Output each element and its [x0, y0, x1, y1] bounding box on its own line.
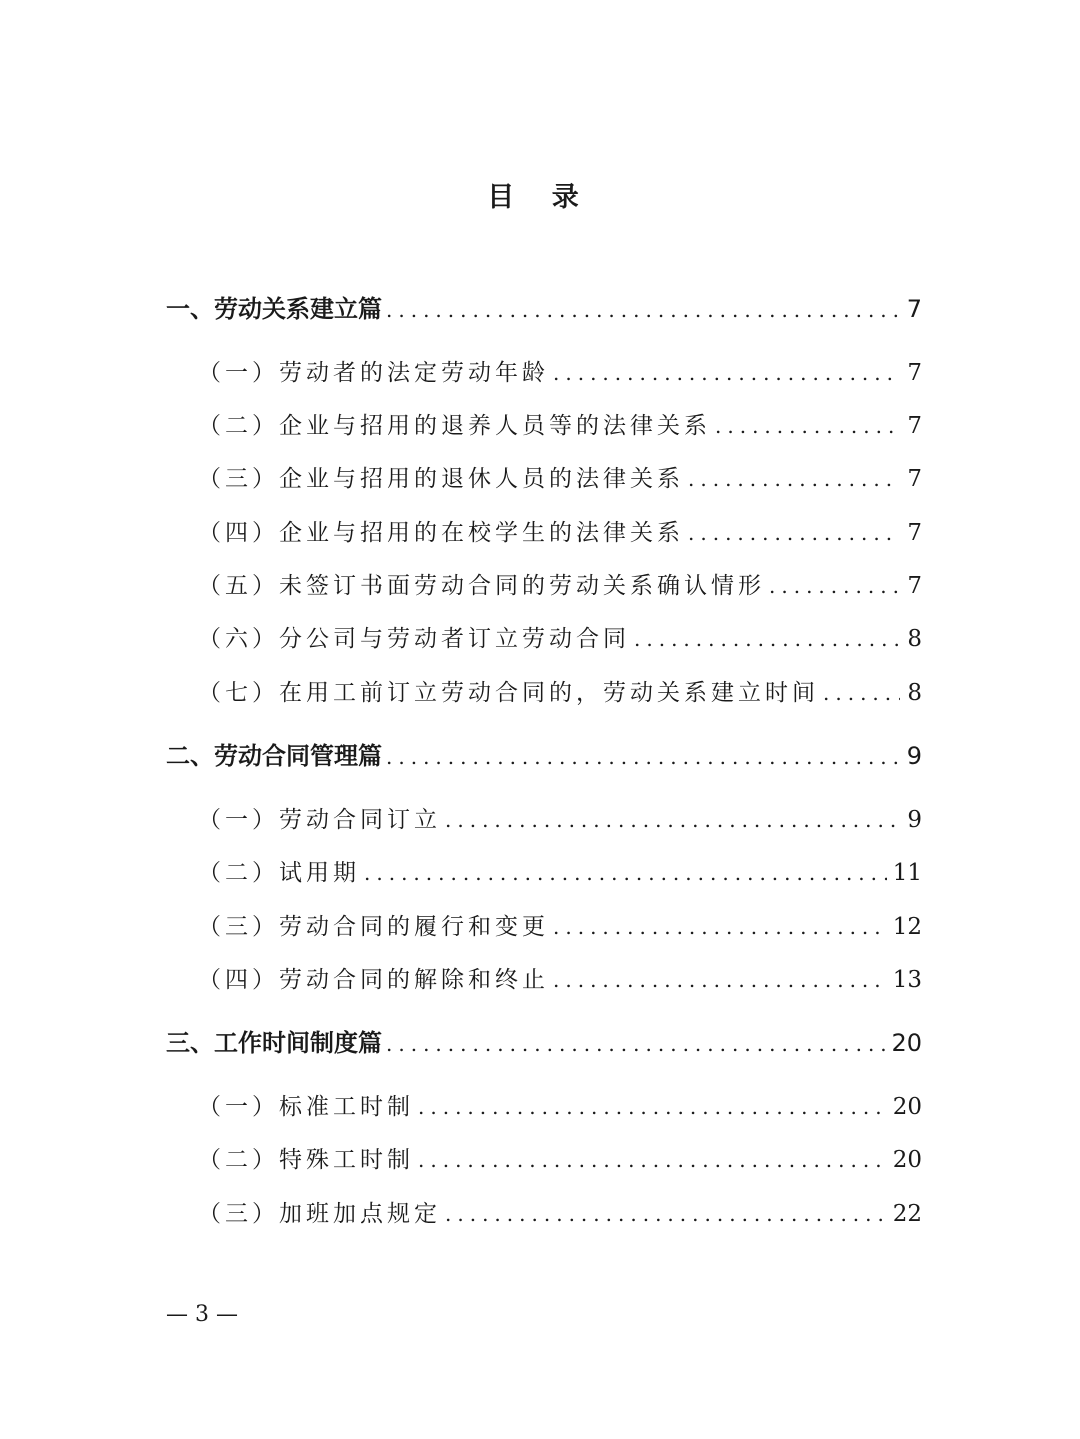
toc-entry-page: 20 — [891, 1029, 922, 1057]
toc-leader-dots — [688, 513, 900, 553]
toc-entry-label: （五）未签订书面劳动合同的劳动关系确认情形 — [198, 573, 765, 599]
toc-leader-dots — [386, 1024, 885, 1064]
toc-entry-page: 8 — [907, 680, 922, 706]
toc-entry-page: 20 — [892, 1147, 922, 1173]
toc-entry-page: 7 — [907, 360, 922, 386]
toc-leader-dots — [445, 800, 900, 840]
toc-entry-page: 8 — [907, 626, 922, 652]
toc-leader-dots — [364, 853, 887, 893]
toc-entry-page: 11 — [892, 860, 922, 886]
toc-entry — [198, 459, 922, 499]
toc-entry-page: 7 — [907, 413, 922, 439]
toc-leader-dots — [688, 459, 900, 499]
toc-entry — [198, 673, 922, 713]
toc-entry-label: （四）企业与招用的在校学生的法律关系 — [198, 520, 684, 546]
toc-entry — [198, 1140, 922, 1180]
toc-entry-page: 13 — [892, 967, 922, 993]
toc-leader-dots — [386, 290, 900, 330]
toc-leader-dots — [823, 673, 900, 713]
toc-leader-dots — [553, 960, 887, 1000]
toc-entry-label: （三）企业与招用的退休人员的法律关系 — [198, 466, 684, 492]
toc-entry — [198, 406, 922, 446]
toc-entry-page: 7 — [907, 520, 922, 546]
toc-entry-label: （一）劳动合同订立 — [198, 807, 441, 833]
toc-leader-dots — [418, 1140, 887, 1180]
toc-entry-label: （二）试用期 — [198, 860, 360, 886]
toc-entry-page: 9 — [906, 742, 922, 770]
toc-entry-page: 22 — [892, 1201, 922, 1227]
toc-entry — [198, 800, 922, 840]
toc-entry-label: （一）劳动者的法定劳动年龄 — [198, 360, 549, 386]
page-number: — 3 — — [166, 1302, 238, 1327]
toc-entry-label: 二、劳动合同管理篇 — [166, 742, 382, 770]
toc-entry-label: （二）特殊工时制 — [198, 1147, 414, 1173]
toc-entry — [198, 566, 922, 606]
toc-entry-label: （三）劳动合同的履行和变更 — [198, 914, 549, 940]
toc-entry — [198, 1194, 922, 1234]
toc-entry-label: 一、劳动关系建立篇 — [166, 295, 382, 323]
toc-entry-page: 7 — [907, 466, 922, 492]
toc-entry — [198, 960, 922, 1000]
toc-entry — [198, 907, 922, 947]
toc-entry-label: （二）企业与招用的退养人员等的法律关系 — [198, 413, 711, 439]
toc-entry-page: 7 — [907, 573, 922, 599]
toc-entry-label: （六）分公司与劳动者订立劳动合同 — [198, 626, 630, 652]
toc-leader-dots — [715, 406, 900, 446]
toc-leader-dots — [553, 353, 900, 393]
toc-leader-dots — [553, 907, 887, 947]
toc-leader-dots — [418, 1087, 887, 1127]
toc-entry — [198, 1087, 922, 1127]
toc-entry-page: 12 — [892, 914, 922, 940]
toc-entry-page: 9 — [907, 807, 922, 833]
toc-entry-label: （三）加班加点规定 — [198, 1201, 441, 1227]
toc-leader-dots — [769, 566, 900, 606]
page-title: 目 录 — [487, 182, 593, 213]
toc-entry — [198, 619, 922, 659]
toc-entry-label: （一）标准工时制 — [198, 1094, 414, 1120]
toc-entry — [198, 853, 922, 893]
toc-entry — [198, 353, 922, 393]
toc-entry — [198, 513, 922, 553]
toc-entry-page: 7 — [906, 295, 922, 323]
toc-entry-chapter-1 — [166, 289, 922, 329]
toc-entry-label: （四）劳动合同的解除和终止 — [198, 967, 549, 993]
toc-entry-page: 20 — [892, 1094, 922, 1120]
toc-entry-chapter-3 — [166, 1023, 922, 1063]
toc-leader-dots — [386, 737, 900, 777]
toc-entry-label: （七）在用工前订立劳动合同的，劳动关系建立时间 — [198, 680, 819, 706]
toc-leader-dots — [445, 1194, 887, 1234]
toc-leader-dots — [634, 619, 900, 659]
toc-entry-chapter-2 — [166, 736, 922, 776]
toc-entry-label: 三、工作时间制度篇 — [166, 1029, 382, 1057]
